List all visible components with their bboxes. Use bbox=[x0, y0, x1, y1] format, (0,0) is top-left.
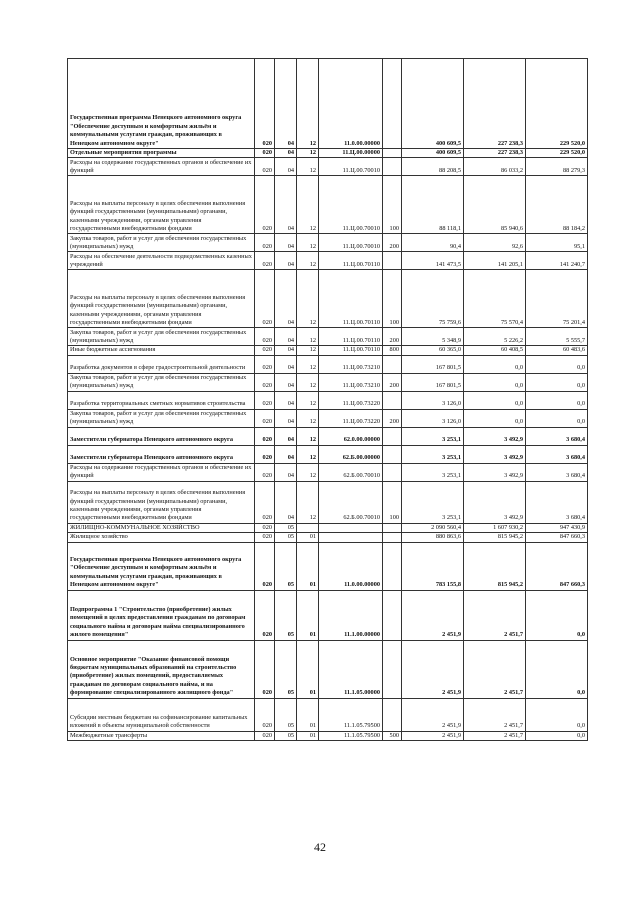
row-amount-y3: 847 660,3 bbox=[526, 533, 588, 542]
row-amount-y1: 3 253,1 bbox=[402, 481, 464, 523]
row-vr bbox=[383, 590, 402, 640]
row-amount-y1: 2 451,9 bbox=[402, 698, 464, 731]
row-csr: 11.Ц.00.70110 bbox=[319, 328, 383, 346]
table-row bbox=[68, 391, 588, 409]
row-amount-y3: 88 279,3 bbox=[526, 158, 588, 176]
row-vr: 200 bbox=[383, 328, 402, 346]
row-rz: 05 bbox=[275, 640, 297, 698]
row-pr: 12 bbox=[297, 234, 319, 252]
table-row bbox=[68, 252, 588, 270]
row-name: Государственная программа Ненецкого автономного округа "Обеспечение доступным и комфортным жильём и коммунальными услугами граждан, проживающих в Ненецком автономном округе" bbox=[68, 542, 255, 590]
row-rz: 04 bbox=[275, 355, 297, 373]
row-amount-y1: 60 365,0 bbox=[402, 346, 464, 355]
row-vr bbox=[383, 542, 402, 590]
row-ved: 020 bbox=[255, 409, 275, 427]
row-ved: 020 bbox=[255, 590, 275, 640]
row-name: ЖИЛИЩНО-КОММУНАЛЬНОЕ ХОЗЯЙСТВО bbox=[68, 523, 255, 532]
row-ved: 020 bbox=[255, 533, 275, 542]
row-rz: 04 bbox=[275, 158, 297, 176]
row-amount-y3: 847 660,3 bbox=[526, 542, 588, 590]
row-pr: 01 bbox=[297, 731, 319, 740]
row-amount-y2: 60 408,5 bbox=[464, 346, 526, 355]
row-amount-y3: 947 430,9 bbox=[526, 523, 588, 532]
row-rz: 05 bbox=[275, 590, 297, 640]
row-amount-y3: 229 520,0 bbox=[526, 149, 588, 158]
row-vr: 100 bbox=[383, 270, 402, 328]
row-vr bbox=[383, 533, 402, 542]
row-pr: 01 bbox=[297, 698, 319, 731]
row-csr bbox=[319, 523, 383, 532]
row-ved: 020 bbox=[255, 252, 275, 270]
table-row bbox=[68, 533, 588, 542]
row-name: Расходы на выплаты персоналу в целях обеспечения выполнения функций государственными (муниципальными) органами, казенными учреждениями, органами управления государственными внебюджетными фондами bbox=[68, 481, 255, 523]
row-ved: 020 bbox=[255, 373, 275, 391]
row-vr bbox=[383, 427, 402, 445]
row-name: Отдельные мероприятия программы bbox=[68, 149, 255, 158]
row-amount-y3: 75 201,4 bbox=[526, 270, 588, 328]
row-ved: 020 bbox=[255, 270, 275, 328]
row-ved: 020 bbox=[255, 481, 275, 523]
row-amount-y2: 3 492,9 bbox=[464, 427, 526, 445]
row-amount-y2: 3 492,9 bbox=[464, 481, 526, 523]
row-vr bbox=[383, 640, 402, 698]
row-rz: 04 bbox=[275, 373, 297, 391]
row-ved: 020 bbox=[255, 542, 275, 590]
row-name: Заместители губернатора Ненецкого автономного округа bbox=[68, 445, 255, 463]
row-amount-y2: 86 033,2 bbox=[464, 158, 526, 176]
table-row bbox=[68, 149, 588, 158]
row-csr: 11.0.00.00000 bbox=[319, 59, 383, 149]
row-amount-y2: 1 607 930,2 bbox=[464, 523, 526, 532]
row-rz: 05 bbox=[275, 533, 297, 542]
row-amount-y1: 3 126,0 bbox=[402, 409, 464, 427]
row-rz: 04 bbox=[275, 252, 297, 270]
table-row bbox=[68, 409, 588, 427]
row-csr: 11.1.00.00000 bbox=[319, 590, 383, 640]
budget-table bbox=[67, 58, 588, 741]
row-amount-y2: 815 945,2 bbox=[464, 542, 526, 590]
row-amount-y1: 141 473,5 bbox=[402, 252, 464, 270]
row-vr: 100 bbox=[383, 176, 402, 234]
row-rz: 04 bbox=[275, 176, 297, 234]
row-amount-y3: 0,0 bbox=[526, 640, 588, 698]
row-amount-y3: 0,0 bbox=[526, 373, 588, 391]
row-csr: 11.Ц.00.73220 bbox=[319, 409, 383, 427]
row-name: Государственная программа Ненецкого автономного округа "Обеспечение доступным и комфортным жильём и коммунальными услугами граждан, проживающих в Ненецком автономном округе" bbox=[68, 59, 255, 149]
row-amount-y3: 5 555,7 bbox=[526, 328, 588, 346]
row-csr: 62.Б.00.70010 bbox=[319, 463, 383, 481]
row-name: Основное мероприятие "Оказание финансовой помощи бюджетам муниципальных образований на строительство (приобретение) жилых помещений, предоставляемых гражданам по договорам социального найма, и на формирование специализированного жилищного фонда" bbox=[68, 640, 255, 698]
table-row bbox=[68, 176, 588, 234]
row-amount-y3: 95,1 bbox=[526, 234, 588, 252]
row-amount-y2: 3 492,9 bbox=[464, 445, 526, 463]
row-pr: 01 bbox=[297, 640, 319, 698]
row-csr: 11.Ц.00.73220 bbox=[319, 391, 383, 409]
row-amount-y1: 90,4 bbox=[402, 234, 464, 252]
row-csr: 11.0.00.00000 bbox=[319, 542, 383, 590]
row-ved: 020 bbox=[255, 176, 275, 234]
row-rz: 04 bbox=[275, 409, 297, 427]
row-amount-y3: 0,0 bbox=[526, 409, 588, 427]
row-amount-y1: 167 801,5 bbox=[402, 355, 464, 373]
row-amount-y1: 2 451,9 bbox=[402, 731, 464, 740]
row-ved: 020 bbox=[255, 640, 275, 698]
table-row bbox=[68, 373, 588, 391]
row-vr bbox=[383, 463, 402, 481]
row-amount-y1: 2 451,9 bbox=[402, 590, 464, 640]
table-row bbox=[68, 640, 588, 698]
row-pr: 12 bbox=[297, 463, 319, 481]
table-row bbox=[68, 731, 588, 740]
row-rz: 04 bbox=[275, 391, 297, 409]
table-row bbox=[68, 355, 588, 373]
row-name: Расходы на выплаты персоналу в целях обеспечения выполнения функций государственными (муниципальными) органами, казенными учреждениями, органами управления государственными внебюджетными фондами bbox=[68, 176, 255, 234]
row-amount-y1: 3 253,1 bbox=[402, 427, 464, 445]
row-ved: 020 bbox=[255, 523, 275, 532]
row-amount-y2: 0,0 bbox=[464, 409, 526, 427]
row-ved: 020 bbox=[255, 59, 275, 149]
row-pr: 12 bbox=[297, 149, 319, 158]
row-pr: 01 bbox=[297, 533, 319, 542]
table-row bbox=[68, 590, 588, 640]
row-amount-y1: 3 126,0 bbox=[402, 391, 464, 409]
row-ved: 020 bbox=[255, 328, 275, 346]
row-pr: 12 bbox=[297, 355, 319, 373]
row-amount-y2: 3 492,9 bbox=[464, 463, 526, 481]
row-rz: 04 bbox=[275, 427, 297, 445]
row-pr: 12 bbox=[297, 427, 319, 445]
row-csr bbox=[319, 533, 383, 542]
row-amount-y1: 3 253,1 bbox=[402, 445, 464, 463]
table-row bbox=[68, 328, 588, 346]
row-ved: 020 bbox=[255, 234, 275, 252]
row-amount-y1: 400 609,5 bbox=[402, 59, 464, 149]
row-csr: 11.Ц.00.70010 bbox=[319, 234, 383, 252]
row-ved: 020 bbox=[255, 355, 275, 373]
row-rz: 04 bbox=[275, 270, 297, 328]
row-pr: 12 bbox=[297, 445, 319, 463]
row-vr: 200 bbox=[383, 373, 402, 391]
row-pr: 12 bbox=[297, 373, 319, 391]
row-vr bbox=[383, 445, 402, 463]
row-name: Расходы на содержание государственных органов и обеспечение их функций bbox=[68, 158, 255, 176]
row-name: Расходы на содержание государственных органов и обеспечение их функций bbox=[68, 463, 255, 481]
row-pr: 12 bbox=[297, 409, 319, 427]
row-name: Межбюджетные трансферты bbox=[68, 731, 255, 740]
row-amount-y1: 167 801,5 bbox=[402, 373, 464, 391]
row-amount-y1: 75 759,6 bbox=[402, 270, 464, 328]
row-ved: 020 bbox=[255, 149, 275, 158]
row-amount-y1: 783 155,8 bbox=[402, 542, 464, 590]
row-pr: 12 bbox=[297, 176, 319, 234]
row-amount-y3: 0,0 bbox=[526, 391, 588, 409]
row-vr: 500 bbox=[383, 731, 402, 740]
table-row bbox=[68, 234, 588, 252]
row-pr: 12 bbox=[297, 391, 319, 409]
row-amount-y3: 3 680,4 bbox=[526, 445, 588, 463]
row-ved: 020 bbox=[255, 158, 275, 176]
table-row bbox=[68, 542, 588, 590]
row-rz: 04 bbox=[275, 481, 297, 523]
row-name: Закупка товаров, работ и услуг для обеспечения государственных (муниципальных) нужд bbox=[68, 234, 255, 252]
row-vr bbox=[383, 158, 402, 176]
row-csr: 11.1.05.00000 bbox=[319, 640, 383, 698]
row-amount-y3: 3 680,4 bbox=[526, 481, 588, 523]
row-amount-y2: 227 238,3 bbox=[464, 59, 526, 149]
row-amount-y3: 88 184,2 bbox=[526, 176, 588, 234]
row-amount-y2: 2 451,7 bbox=[464, 590, 526, 640]
row-csr: 62.Б.00.70010 bbox=[319, 481, 383, 523]
row-pr: 12 bbox=[297, 270, 319, 328]
row-vr bbox=[383, 59, 402, 149]
row-pr: 01 bbox=[297, 542, 319, 590]
row-amount-y3: 3 680,4 bbox=[526, 427, 588, 445]
row-csr: 11.Ц.00.73210 bbox=[319, 355, 383, 373]
table-row bbox=[68, 346, 588, 355]
table-row bbox=[68, 427, 588, 445]
row-csr: 11.Ц.00.70110 bbox=[319, 270, 383, 328]
row-rz: 05 bbox=[275, 542, 297, 590]
table-row bbox=[68, 463, 588, 481]
table-row bbox=[68, 698, 588, 731]
row-rz: 05 bbox=[275, 731, 297, 740]
row-amount-y2: 92,6 bbox=[464, 234, 526, 252]
row-csr: 11.Ц.00.73210 bbox=[319, 373, 383, 391]
row-name: Заместители губернатора Ненецкого автономного округа bbox=[68, 427, 255, 445]
row-csr: 11.Ц.00.00000 bbox=[319, 149, 383, 158]
row-pr: 12 bbox=[297, 59, 319, 149]
row-name: Иные бюджетные ассигнования bbox=[68, 346, 255, 355]
row-pr: 12 bbox=[297, 252, 319, 270]
row-name: Разработка документов в сфере градостроительной деятельности bbox=[68, 355, 255, 373]
table-row bbox=[68, 445, 588, 463]
row-pr: 12 bbox=[297, 481, 319, 523]
row-amount-y3: 3 680,4 bbox=[526, 463, 588, 481]
row-amount-y2: 85 940,6 bbox=[464, 176, 526, 234]
row-ved: 020 bbox=[255, 427, 275, 445]
row-amount-y3: 60 483,6 bbox=[526, 346, 588, 355]
row-pr: 01 bbox=[297, 590, 319, 640]
row-amount-y1: 88 208,5 bbox=[402, 158, 464, 176]
table-row bbox=[68, 270, 588, 328]
row-amount-y1: 5 348,9 bbox=[402, 328, 464, 346]
row-name: Расходы на обеспечение деятельности подведомственных казенных учреждений bbox=[68, 252, 255, 270]
table-row bbox=[68, 523, 588, 532]
row-rz: 04 bbox=[275, 445, 297, 463]
row-pr bbox=[297, 523, 319, 532]
row-ved: 020 bbox=[255, 346, 275, 355]
row-name: Закупка товаров, работ и услуг для обеспечения государственных (муниципальных) нужд bbox=[68, 328, 255, 346]
row-amount-y2: 75 570,4 bbox=[464, 270, 526, 328]
row-amount-y1: 400 609,5 bbox=[402, 149, 464, 158]
row-amount-y2: 815 945,2 bbox=[464, 533, 526, 542]
row-vr bbox=[383, 523, 402, 532]
row-vr: 800 bbox=[383, 346, 402, 355]
row-vr bbox=[383, 391, 402, 409]
row-pr: 12 bbox=[297, 346, 319, 355]
row-rz: 04 bbox=[275, 346, 297, 355]
row-amount-y1: 880 863,6 bbox=[402, 533, 464, 542]
row-amount-y1: 2 090 560,4 bbox=[402, 523, 464, 532]
row-amount-y2: 141 205,1 bbox=[464, 252, 526, 270]
row-amount-y1: 3 253,1 bbox=[402, 463, 464, 481]
row-rz: 04 bbox=[275, 234, 297, 252]
row-name: Расходы на выплаты персоналу в целях обеспечения выполнения функций государственными (муниципальными) органами, казенными учреждениями, органами управления государственными внебюджетными фондами bbox=[68, 270, 255, 328]
row-amount-y2: 227 238,3 bbox=[464, 149, 526, 158]
row-ved: 020 bbox=[255, 391, 275, 409]
row-amount-y2: 2 451,7 bbox=[464, 640, 526, 698]
row-name: Закупка товаров, работ и услуг для обеспечения государственных (муниципальных) нужд bbox=[68, 373, 255, 391]
row-vr bbox=[383, 252, 402, 270]
row-vr bbox=[383, 355, 402, 373]
row-csr: 11.Ц.00.70010 bbox=[319, 176, 383, 234]
row-ved: 020 bbox=[255, 731, 275, 740]
budget-table-body bbox=[68, 59, 588, 741]
row-csr: 11.Ц.00.70110 bbox=[319, 252, 383, 270]
row-ved: 020 bbox=[255, 463, 275, 481]
row-rz: 04 bbox=[275, 149, 297, 158]
row-csr: 11.Ц.00.70110 bbox=[319, 346, 383, 355]
row-name: Подпрограмма 1 "Строительство (приобретение) жилых помещений в целях предоставления гражданам по договорам социального найма и договорам найма специализированного жилого помещения" bbox=[68, 590, 255, 640]
row-rz: 04 bbox=[275, 463, 297, 481]
row-amount-y2: 5 226,2 bbox=[464, 328, 526, 346]
row-amount-y2: 0,0 bbox=[464, 355, 526, 373]
row-amount-y2: 2 451,7 bbox=[464, 698, 526, 731]
row-vr bbox=[383, 698, 402, 731]
row-amount-y1: 88 118,1 bbox=[402, 176, 464, 234]
row-name: Разработка территориальных сметных нормативов строительства bbox=[68, 391, 255, 409]
row-vr: 200 bbox=[383, 234, 402, 252]
row-amount-y2: 0,0 bbox=[464, 391, 526, 409]
page-number: 42 bbox=[314, 840, 326, 854]
row-csr: 11.1.05.79500 bbox=[319, 731, 383, 740]
row-pr: 12 bbox=[297, 158, 319, 176]
table-row bbox=[68, 59, 588, 149]
row-amount-y3: 0,0 bbox=[526, 698, 588, 731]
row-ved: 020 bbox=[255, 698, 275, 731]
row-amount-y3: 0,0 bbox=[526, 590, 588, 640]
row-vr: 100 bbox=[383, 481, 402, 523]
row-rz: 05 bbox=[275, 698, 297, 731]
row-rz: 04 bbox=[275, 59, 297, 149]
row-amount-y3: 229 520,0 bbox=[526, 59, 588, 149]
row-ved: 020 bbox=[255, 445, 275, 463]
table-row bbox=[68, 481, 588, 523]
row-csr: 11.Ц.00.70010 bbox=[319, 158, 383, 176]
row-amount-y1: 2 451,9 bbox=[402, 640, 464, 698]
row-pr: 12 bbox=[297, 328, 319, 346]
row-amount-y3: 0,0 bbox=[526, 355, 588, 373]
row-amount-y2: 2 451,7 bbox=[464, 731, 526, 740]
row-rz: 05 bbox=[275, 523, 297, 532]
row-amount-y3: 0,0 bbox=[526, 731, 588, 740]
row-name: Субсидии местным бюджетам на софинансирование капитальных вложений в объекты муниципальной собственности bbox=[68, 698, 255, 731]
row-vr: 200 bbox=[383, 409, 402, 427]
row-vr bbox=[383, 149, 402, 158]
row-amount-y3: 141 240,7 bbox=[526, 252, 588, 270]
row-csr: 11.1.05.79500 bbox=[319, 698, 383, 731]
row-name: Закупка товаров, работ и услуг для обеспечения государственных (муниципальных) нужд bbox=[68, 409, 255, 427]
table-row bbox=[68, 158, 588, 176]
row-amount-y2: 0,0 bbox=[464, 373, 526, 391]
row-rz: 04 bbox=[275, 328, 297, 346]
row-csr: 62.0.00.00000 bbox=[319, 427, 383, 445]
row-csr: 62.Б.00.00000 bbox=[319, 445, 383, 463]
row-name: Жилищное хозяйство bbox=[68, 533, 255, 542]
